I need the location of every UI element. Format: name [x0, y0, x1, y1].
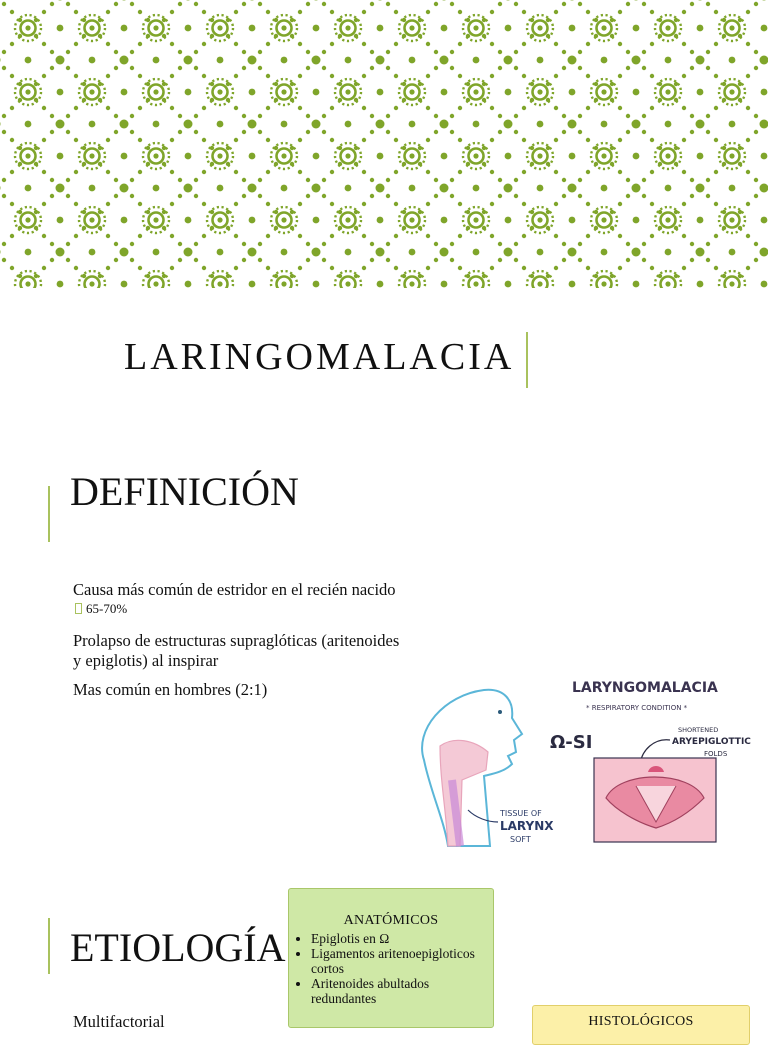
illustration-subtitle: * RESPIRATORY CONDITION *	[586, 704, 688, 712]
definition-item-2	[73, 631, 399, 671]
anatomic-factors-box	[288, 888, 494, 1028]
anatomic-list	[289, 931, 493, 1006]
definition-subitem-text: 65-70%	[86, 601, 128, 616]
fold-label-2: ARYEPIGLOTTIC	[672, 737, 751, 747]
tissue-label-2: LARYNX	[500, 819, 554, 833]
larynx-view-icon	[594, 758, 716, 842]
bullet-square-icon	[75, 603, 82, 614]
fold-label-1: SHORTENED	[678, 726, 719, 734]
definition-item-2-line-1: Prolapso de estructuras supraglóticas (aritenoides	[73, 631, 400, 650]
definition-accent-line	[48, 486, 50, 542]
tissue-label-1: TISSUE OF	[500, 809, 542, 818]
fold-label-3: FOLDS	[704, 750, 728, 758]
definition-heading: DEFINICIÓN	[70, 469, 299, 514]
laryngomalacia-illustration	[404, 660, 768, 860]
definition-item-3: Mas común en hombres (2:1)	[73, 680, 268, 699]
illustration-title: LARYNGOMALACIA	[572, 680, 718, 696]
decorative-pattern	[0, 0, 768, 288]
list-item: • Aritenoides abultados redundantes	[311, 976, 485, 1006]
histologic-box-title: HISTOLÓGICOS	[588, 1014, 694, 1029]
title-accent-line	[526, 332, 528, 388]
slide-title: LARINGOMALACIA	[124, 336, 515, 378]
etiology-body: Multifactorial	[73, 1012, 165, 1031]
histologic-factors-box	[532, 1005, 750, 1045]
list-item: • Epiglotis en Ω	[311, 931, 485, 946]
anatomic-box-title: ANATÓMICOS	[343, 913, 439, 928]
list-item: • Ligamentos aritenoepigloticos cortos	[311, 946, 485, 976]
etiology-accent-line	[48, 918, 50, 974]
tissue-label-3: SOFT	[510, 835, 531, 844]
etiology-heading: ETIOLOGÍA	[70, 925, 286, 970]
definition-subitem	[75, 601, 127, 617]
omega-label: Ω-SI	[550, 732, 593, 753]
definition-item-2-line-2: y epiglotis) al inspirar	[73, 651, 219, 670]
definition-item-1: Causa más común de estridor en el recién nacido	[73, 580, 396, 599]
